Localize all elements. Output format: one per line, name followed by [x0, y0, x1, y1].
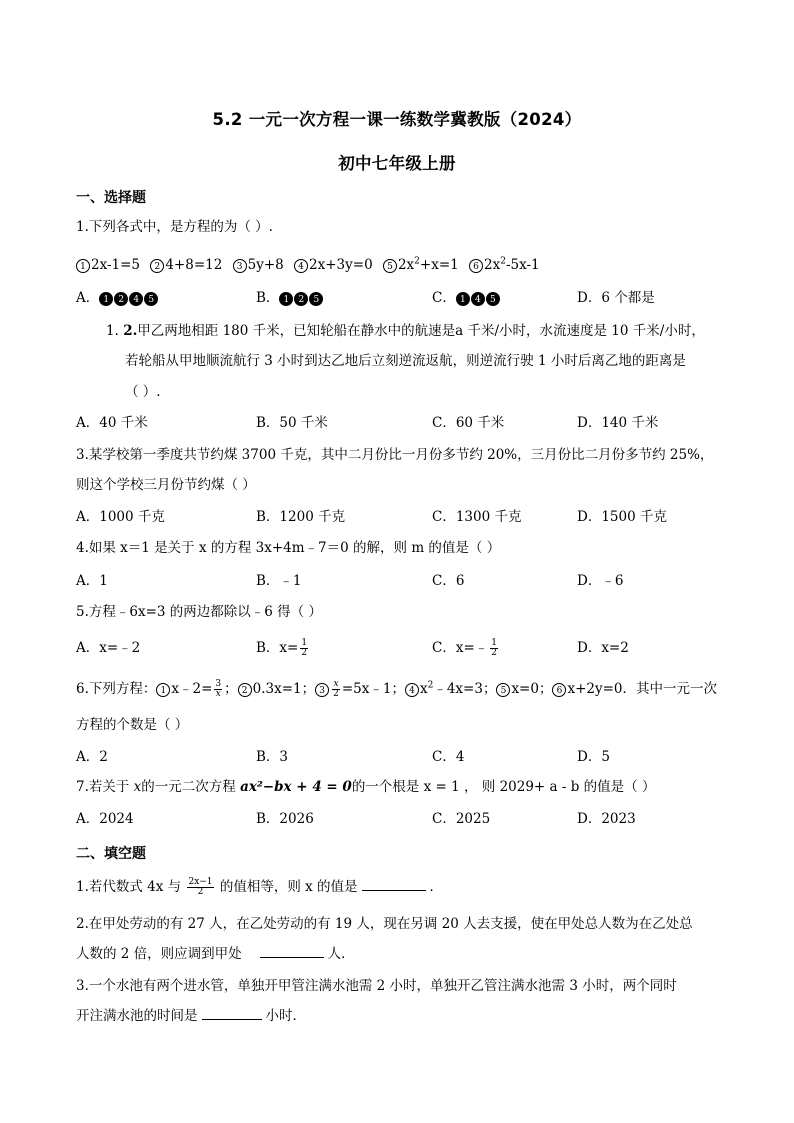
option-a: A． 1 2 4 5	[76, 289, 159, 307]
option-c: C．60 千米	[432, 415, 505, 431]
option-a: A．40 千米	[76, 415, 148, 431]
question-3-line-2: 则这个学校三月份节约煤（ ）	[76, 477, 256, 493]
section-heading-fill: 二、填空题	[76, 846, 146, 862]
item-5: 5 $2x^2+x=1$	[383, 257, 459, 273]
question-5-stem: 5.方程﹣6x=3 的两边都除以﹣6 得（ ）	[76, 604, 322, 620]
option-c: C．1300 千克	[432, 509, 522, 525]
option-d: D．140 千米	[577, 415, 659, 431]
circled-number-icon: 2	[150, 259, 164, 273]
option-b: B．2026	[256, 811, 314, 827]
question-4-stem: 4.如果 x＝1 是关于 x 的方程 3x+4m﹣7＝0 的解，则 m 的值是（ ）	[76, 540, 501, 556]
fraction: $\frac{2x-1}{2}$	[188, 877, 213, 897]
item-4: 4 2x+3y=0	[294, 257, 373, 273]
option-d: D．2023	[577, 811, 636, 827]
option-c: C．2025	[432, 811, 491, 827]
fraction: $\frac{1}{2}$	[301, 638, 308, 658]
option-a: A．2024	[76, 811, 134, 827]
option-a: A．x=﹣2	[76, 640, 141, 656]
section-heading-choice: 一、选择题	[76, 190, 146, 206]
answer-blank	[362, 878, 426, 891]
option-c: C．x=﹣ $\frac{1}{2}$	[432, 638, 497, 658]
question-6-line-1: 6.下列方程： 1 x﹣2= $\frac{3}{x}$ ； 2 0.3x=1； 3 $\frac{x}{2}$ =5x﹣1； 4 $x^2﹣4x=3$； 5 x=0； 6 x+2y=0．其中一元一次	[76, 679, 717, 699]
option-c: C．4	[432, 749, 465, 765]
option-a: A．1000 千克	[76, 509, 165, 525]
fill-question-2-line-2: 人数的 2 倍，则应调到甲处 人．	[76, 946, 355, 962]
question-2-line-2: 若轮船从甲地顺流航行 3 小时到达乙地后立刻逆流返航，则逆流行驶 1 小时后离乙地的距离是	[125, 353, 686, 369]
question-6-line-2: 方程的个数是（ ）	[76, 717, 189, 733]
option-d: D．6 个都是	[577, 290, 655, 306]
page-subtitle: 初中七年级上册	[338, 154, 456, 173]
question-1-stem: 1.下列各式中，是方程的为（ ）.	[76, 219, 273, 235]
option-b: B．x= $\frac{1}{2}$	[256, 638, 308, 658]
circled-number-icon: 1	[76, 259, 90, 273]
question-3-line-1: 3.某学校第一季度共节约煤 3700 千克，其中二月份比一月份多节约 20%，三月份比二月份多节约 25%，	[76, 447, 714, 463]
question-7-stem: 7.若关于 x的一元二次方程 ax²−bx + 4 = 0的一个根是 x = 1 ， 则 2029+ a - b 的值是（ ）	[76, 779, 656, 795]
option-b: B． 1 2 5	[256, 289, 324, 307]
option-b: B．1200 千克	[256, 509, 346, 525]
option-d: D．x=2	[577, 640, 629, 656]
option-b: B．50 千米	[256, 415, 328, 431]
option-b: B．3	[256, 749, 289, 765]
item-3: 3 5y+8	[233, 257, 284, 273]
question-2-line-1: 1. 2.甲乙两地相距 180 千米，已知轮船在静水中的航速是a 千米/小时，水流速度是 10 千米/小时，	[106, 323, 705, 339]
fraction: $\frac{1}{2}$	[491, 638, 497, 658]
circled-number-icon: 4	[294, 259, 308, 273]
circled-number-icon: 5	[383, 259, 397, 273]
answer-blank	[202, 1007, 262, 1020]
circled-number-icon: 3	[233, 259, 247, 273]
page-title: 5.2 一元一次方程一课一练数学冀教版（2024）	[212, 110, 582, 129]
option-b: B．﹣1	[256, 573, 302, 589]
option-a: A．1	[76, 573, 108, 589]
question-1-items	[76, 256, 726, 274]
option-c: C． 1 4 5	[432, 289, 501, 307]
question-2-line-3: （ ）.	[125, 384, 161, 400]
fill-question-1: 1.若代数式 4x 与 $\frac{2x-1}{2}$ 的值相等，则 x 的值是 ．	[76, 877, 444, 897]
circled-number-icon: 6	[469, 259, 483, 273]
option-a: A．2	[76, 749, 108, 765]
option-c: C．6	[432, 573, 465, 589]
option-d: D．﹣6	[577, 573, 624, 589]
fill-question-2-line-1: 2.在甲处劳动的有 27 人，在乙处劳动的有 19 人，现在另调 20 人去支援，使在甲处总人数为在乙处总	[76, 916, 693, 932]
item-2: 2 4+8=12	[150, 257, 222, 273]
answer-blank	[260, 945, 324, 958]
fill-question-3-line-1: 3.一个水池有两个进水管，单独开甲管注满水池需 2 小时，单独开乙管注满水池需 3 小时，两个同时	[76, 978, 677, 994]
fill-question-3-line-2: 开注满水池的时间是 小时．	[76, 1008, 306, 1024]
item-1: 1 2x-1=5	[76, 257, 140, 273]
item-6: 6 $2x^2-5x-1$	[469, 257, 540, 273]
option-d: D．1500 千克	[577, 509, 667, 525]
option-d: D．5	[577, 749, 610, 765]
